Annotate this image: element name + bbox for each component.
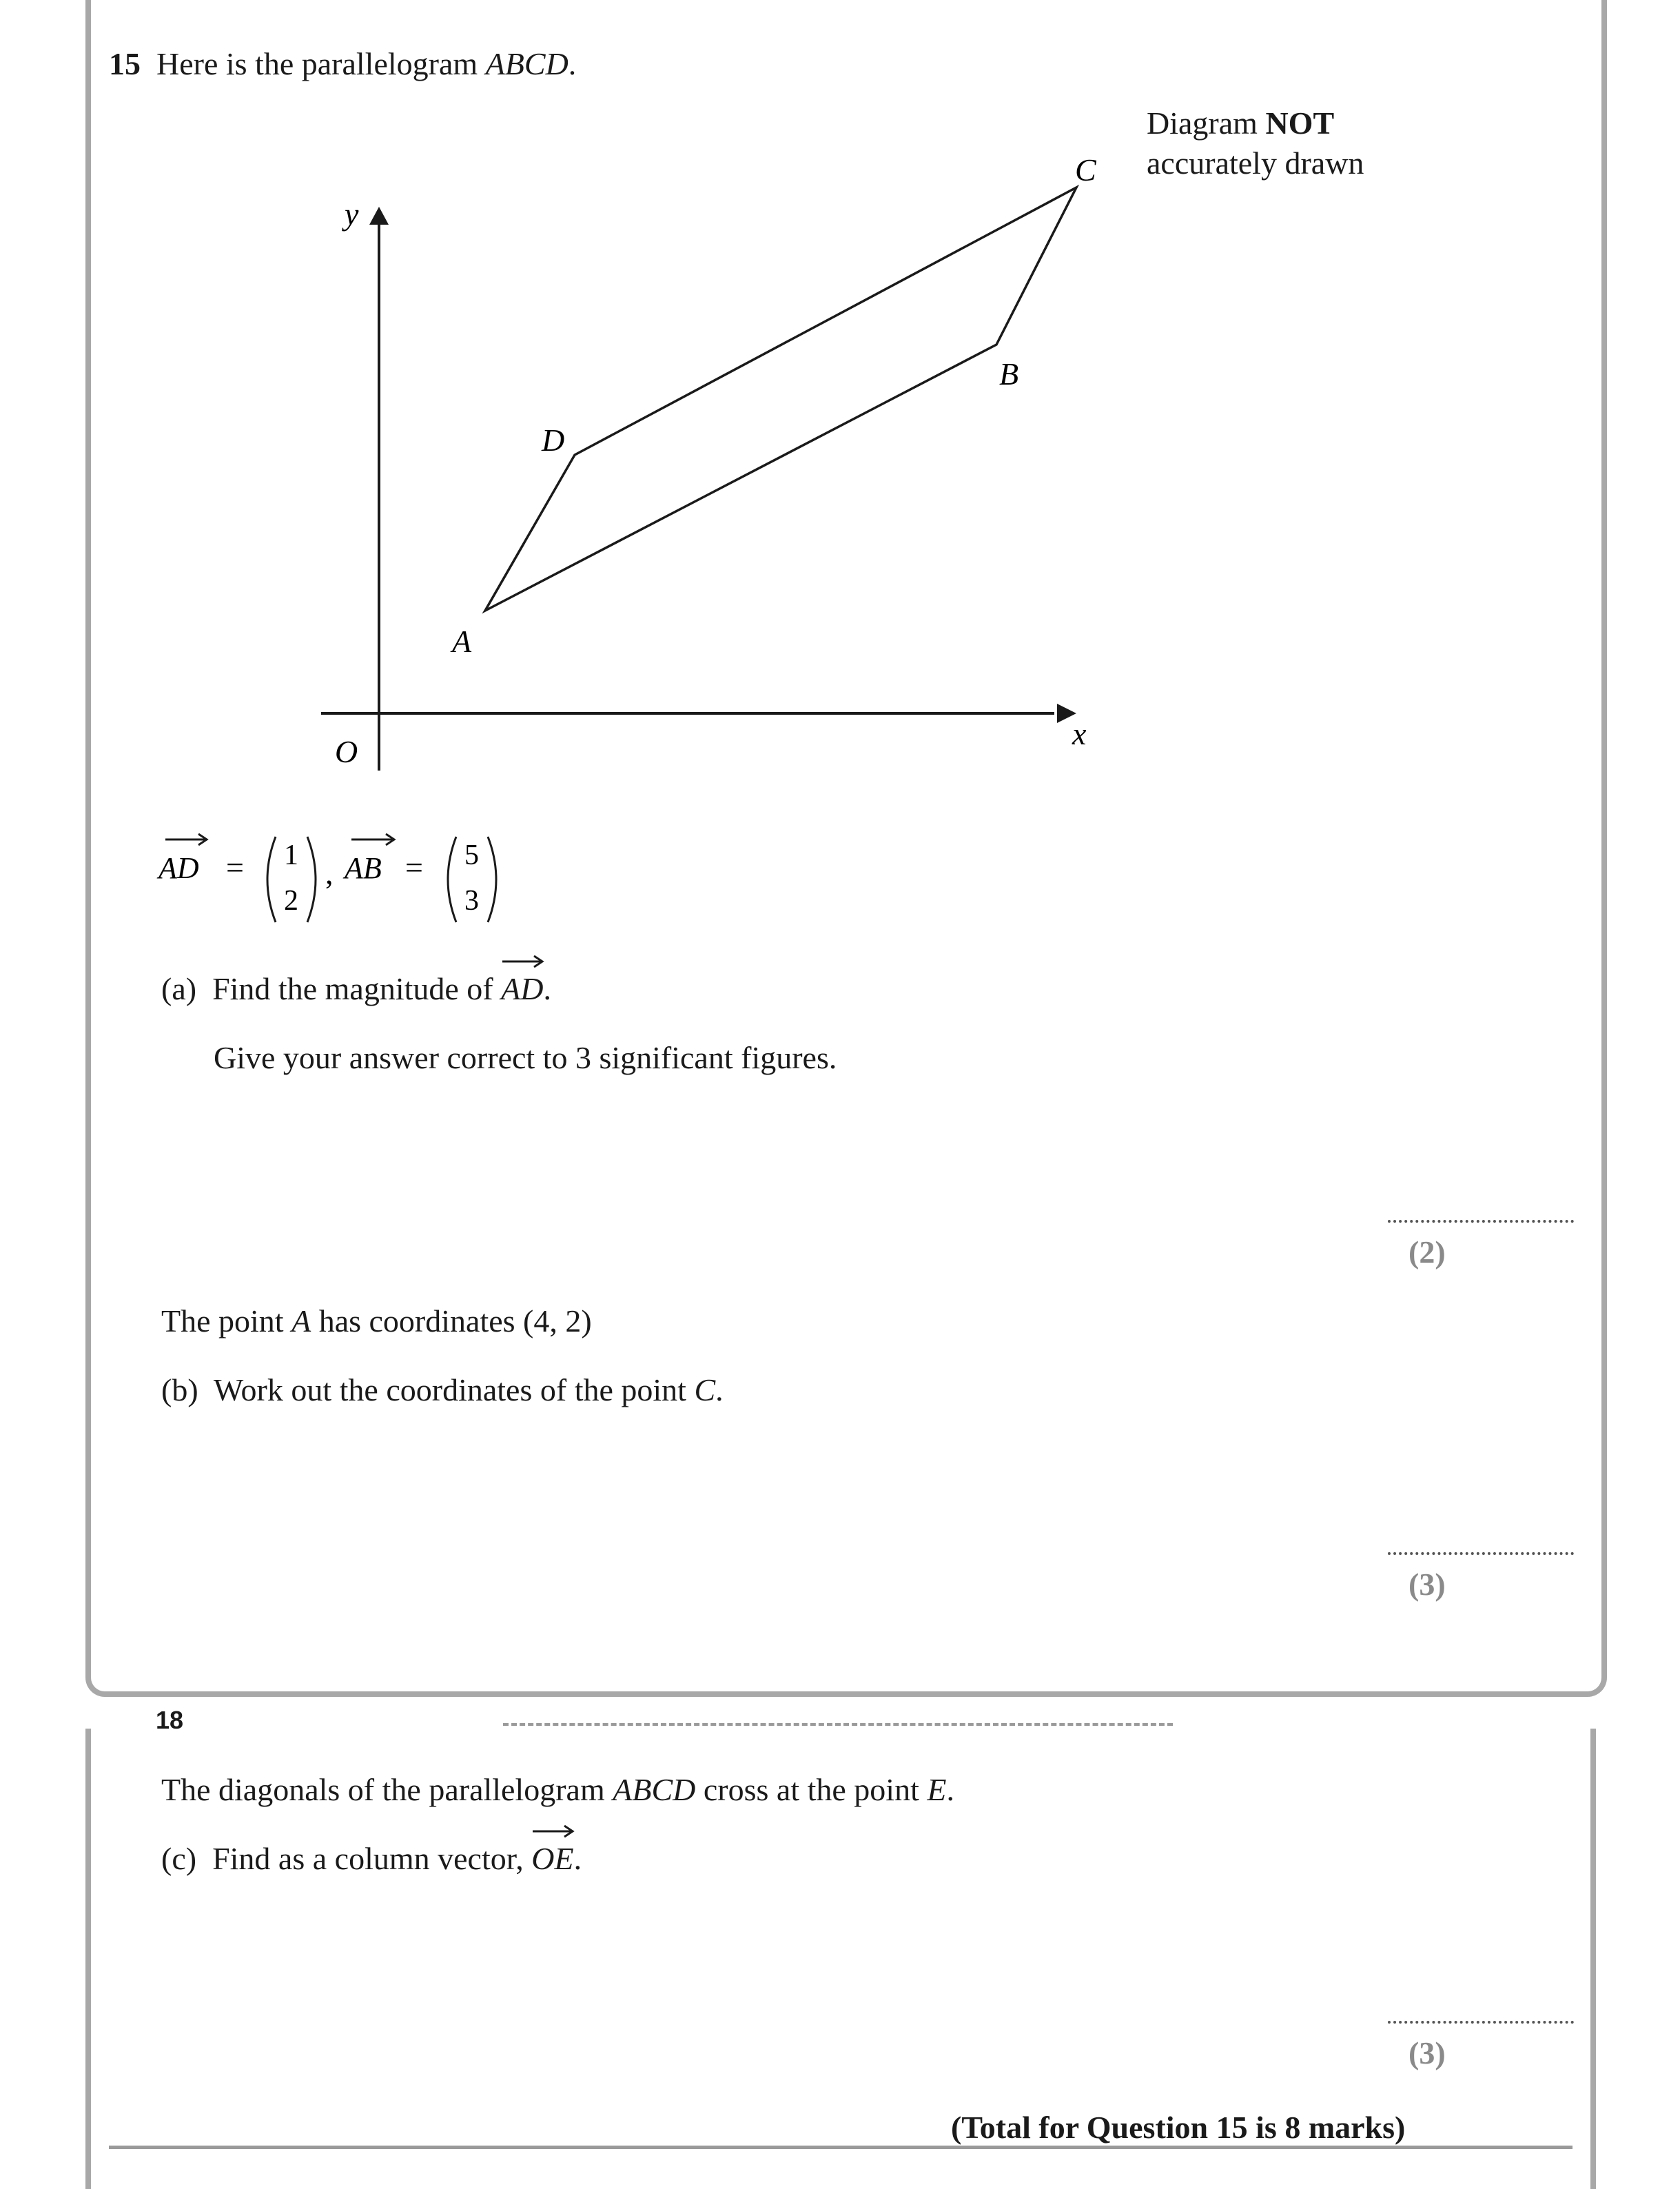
part-c-vector: OE xyxy=(531,1841,573,1876)
part-a-marks: (2) xyxy=(1408,1234,1446,1270)
page-break-bleed xyxy=(503,1723,1173,1726)
part-a-label: (a) xyxy=(161,971,197,1006)
vector-ab-right-paren xyxy=(488,837,496,922)
vector-ab-label: AB xyxy=(345,851,382,885)
frame-right-side xyxy=(1590,1729,1596,2189)
vector-ab-equals: = xyxy=(405,850,423,885)
vector-ab-left-paren xyxy=(448,837,456,922)
part-b-marks: (3) xyxy=(1408,1567,1446,1602)
question-total: (Total for Question 15 is 8 marks) xyxy=(951,2110,1406,2145)
part-a-vector: AD xyxy=(501,971,543,1006)
part-a-answer-line[interactable] xyxy=(1388,1220,1574,1223)
parallelogram-diagram xyxy=(0,0,1680,827)
part-c-question: (c) Find as a column vector, OE . xyxy=(161,1843,582,1875)
diagram-note-line2: accurately drawn xyxy=(1147,145,1364,181)
vector-ad-label: AD xyxy=(158,851,199,885)
y-axis-arrow-icon xyxy=(369,207,389,225)
part-b-answer-line[interactable] xyxy=(1388,1552,1574,1555)
vector-ad-equals: = xyxy=(226,850,244,885)
part-b-context: The point A has coordinates (4, 2) xyxy=(161,1303,592,1338)
vector-ad-bottom: 2 xyxy=(284,885,298,917)
part-c-label: (c) xyxy=(161,1841,197,1876)
question-number: 15 xyxy=(109,46,141,81)
parallelogram-abcd xyxy=(485,187,1076,611)
vector-ad-left-paren xyxy=(267,837,276,922)
label-o: O xyxy=(335,734,358,769)
part-a-vector-arrow-icon xyxy=(501,953,545,970)
label-y: y xyxy=(345,196,359,232)
part-c-answer-line[interactable] xyxy=(1388,2021,1574,2024)
question-heading: 15 Here is the parallelogram ABCD. xyxy=(109,46,577,81)
page-number: 18 xyxy=(156,1706,184,1734)
diagram-note-line1: Diagram NOT xyxy=(1147,105,1335,141)
label-c: C xyxy=(1075,152,1096,187)
column-vectors xyxy=(138,820,758,930)
part-c-context: The diagonals of the parallelogram ABCD cross at the point E. xyxy=(161,1772,954,1807)
vector-ab-bottom: 3 xyxy=(464,885,479,917)
vector-comma: , xyxy=(325,855,334,890)
part-a-instruction: Give your answer correct to 3 significant figures. xyxy=(214,1040,837,1075)
label-d: D xyxy=(542,422,565,458)
vector-ad-right-paren xyxy=(307,837,316,922)
vector-ab-top: 5 xyxy=(464,839,479,871)
question-shape: ABCD xyxy=(485,46,568,81)
frame-left-side xyxy=(85,1729,91,2189)
part-b-question: (b) Work out the coordinates of the point C. xyxy=(161,1372,724,1407)
label-x: x xyxy=(1072,716,1087,751)
part-b-label: (b) xyxy=(161,1372,198,1407)
question-intro: Here is the parallelogram xyxy=(156,46,478,81)
part-a-question: (a) Find the magnitude of AD . xyxy=(161,973,551,1005)
part-c-marks: (3) xyxy=(1408,2035,1446,2070)
bottom-rule xyxy=(109,2146,1573,2149)
part-c-vector-arrow-icon xyxy=(531,1823,575,1840)
label-b: B xyxy=(999,356,1019,391)
vector-ad-top: 1 xyxy=(284,839,298,871)
label-a: A xyxy=(452,624,472,659)
